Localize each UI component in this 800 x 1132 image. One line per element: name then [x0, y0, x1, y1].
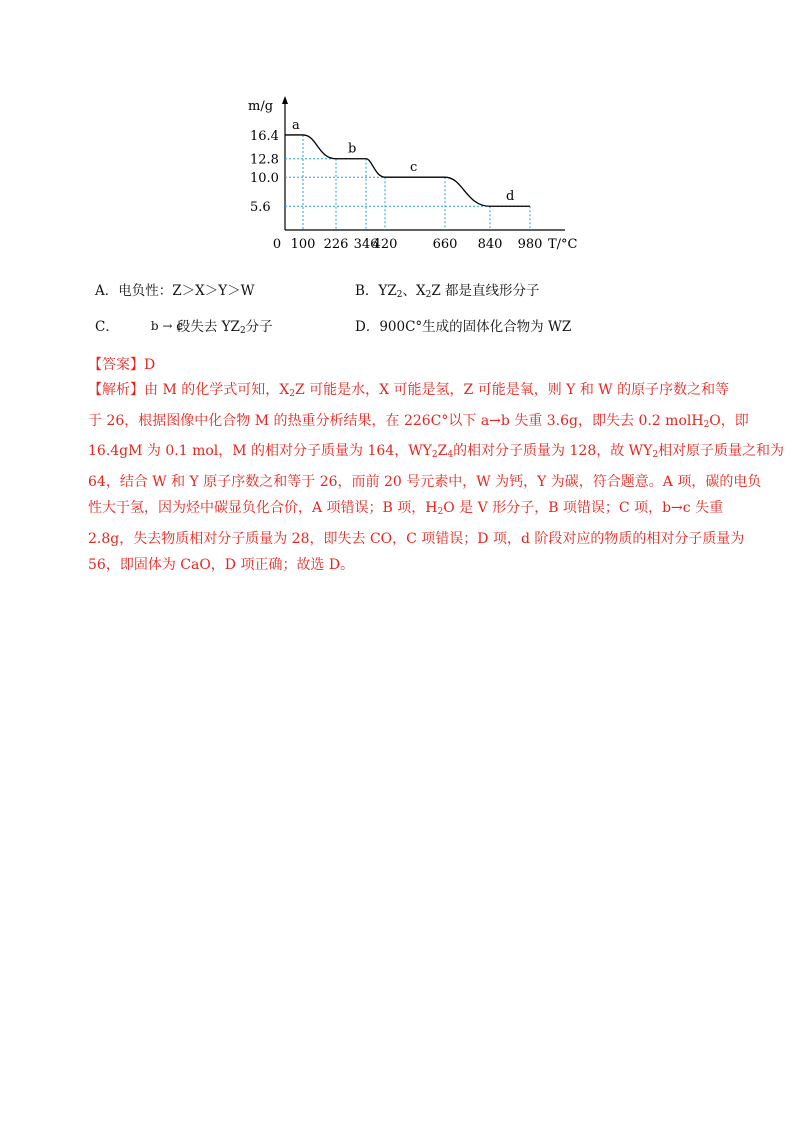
x-tick-label: 100: [290, 237, 316, 252]
option-a: A．电负性：Z＞X＞Y＞W: [95, 283, 255, 299]
segment-label: b: [348, 141, 357, 157]
answer-line: 【答案】D: [88, 357, 156, 373]
option-c: C． b → c 段失去 $YZ_2$分子: [95, 319, 273, 336]
x-axis-label: T/°C: [548, 237, 578, 252]
x-tick-label: 420: [372, 237, 398, 252]
y-tick-label: 12.8: [250, 152, 279, 168]
x-tick-label: 840: [477, 237, 503, 252]
segment-label: c: [410, 160, 418, 176]
y-axis-label: m/g: [248, 99, 274, 114]
y-tick-label: 16.4: [250, 128, 279, 144]
option-b: B．$YZ_2$、$X_2Z$ 都是直线形分子: [355, 283, 540, 300]
y-tick-label: 5.6: [250, 200, 271, 216]
option-d: D．900C°生成的固体化合物为 WZ: [355, 319, 572, 335]
analysis-paragraph: 【解析】由 M 的化学式可知，$X_2Z$ 可能是水，X 可能是氢，Z 可能是氧，则 Y 和 W 的原子序数之和等 于 26，根据图像中化合物 M 的热重分析结果，在 226C°以下 a→b 失重 3.6g，即失去 0.2 molH$_2$O，即 16.4gM 为 0.1 mol，M 的相对分子质量为 164，$WY_2Z_4$的相对分子质量为 128，故 $WY_2$相对原子质量之和为 64，结合 W 和 Y 原子序数之和等于 26，而前 20 号元素中，W 为钙，Y 为碳，符合题意。A 项，碳的电负 性大于氢，因为烃中碳显负化合价，A 项错误；B 项，$H_2O$ 是 V 形分子，B 项错误；C 项，b→c 失重 2.8g，失去物质相对分子质量为 28，即失去 CO，C 项错误；D 项，d 阶段对应的物质的相对分子质量为 56，即固体为 CaO，D 项正确；故选 D。: [88, 382, 785, 573]
thermogravimetric-chart: [230, 88, 600, 258]
x-tick-label: 980: [517, 237, 543, 252]
mass-curve: [285, 135, 530, 206]
segment-label: a: [292, 117, 300, 133]
arrow-label: b → c: [150, 319, 183, 333]
x-tick-label: 226: [323, 237, 349, 252]
y-axis-arrow: [282, 96, 288, 104]
x-tick-label: 660: [432, 237, 458, 252]
segment-label: d: [506, 189, 515, 205]
x-tick-label: 346: [353, 237, 379, 252]
x-tick-label: 0: [272, 237, 282, 252]
y-tick-label: 10.0: [250, 171, 279, 187]
